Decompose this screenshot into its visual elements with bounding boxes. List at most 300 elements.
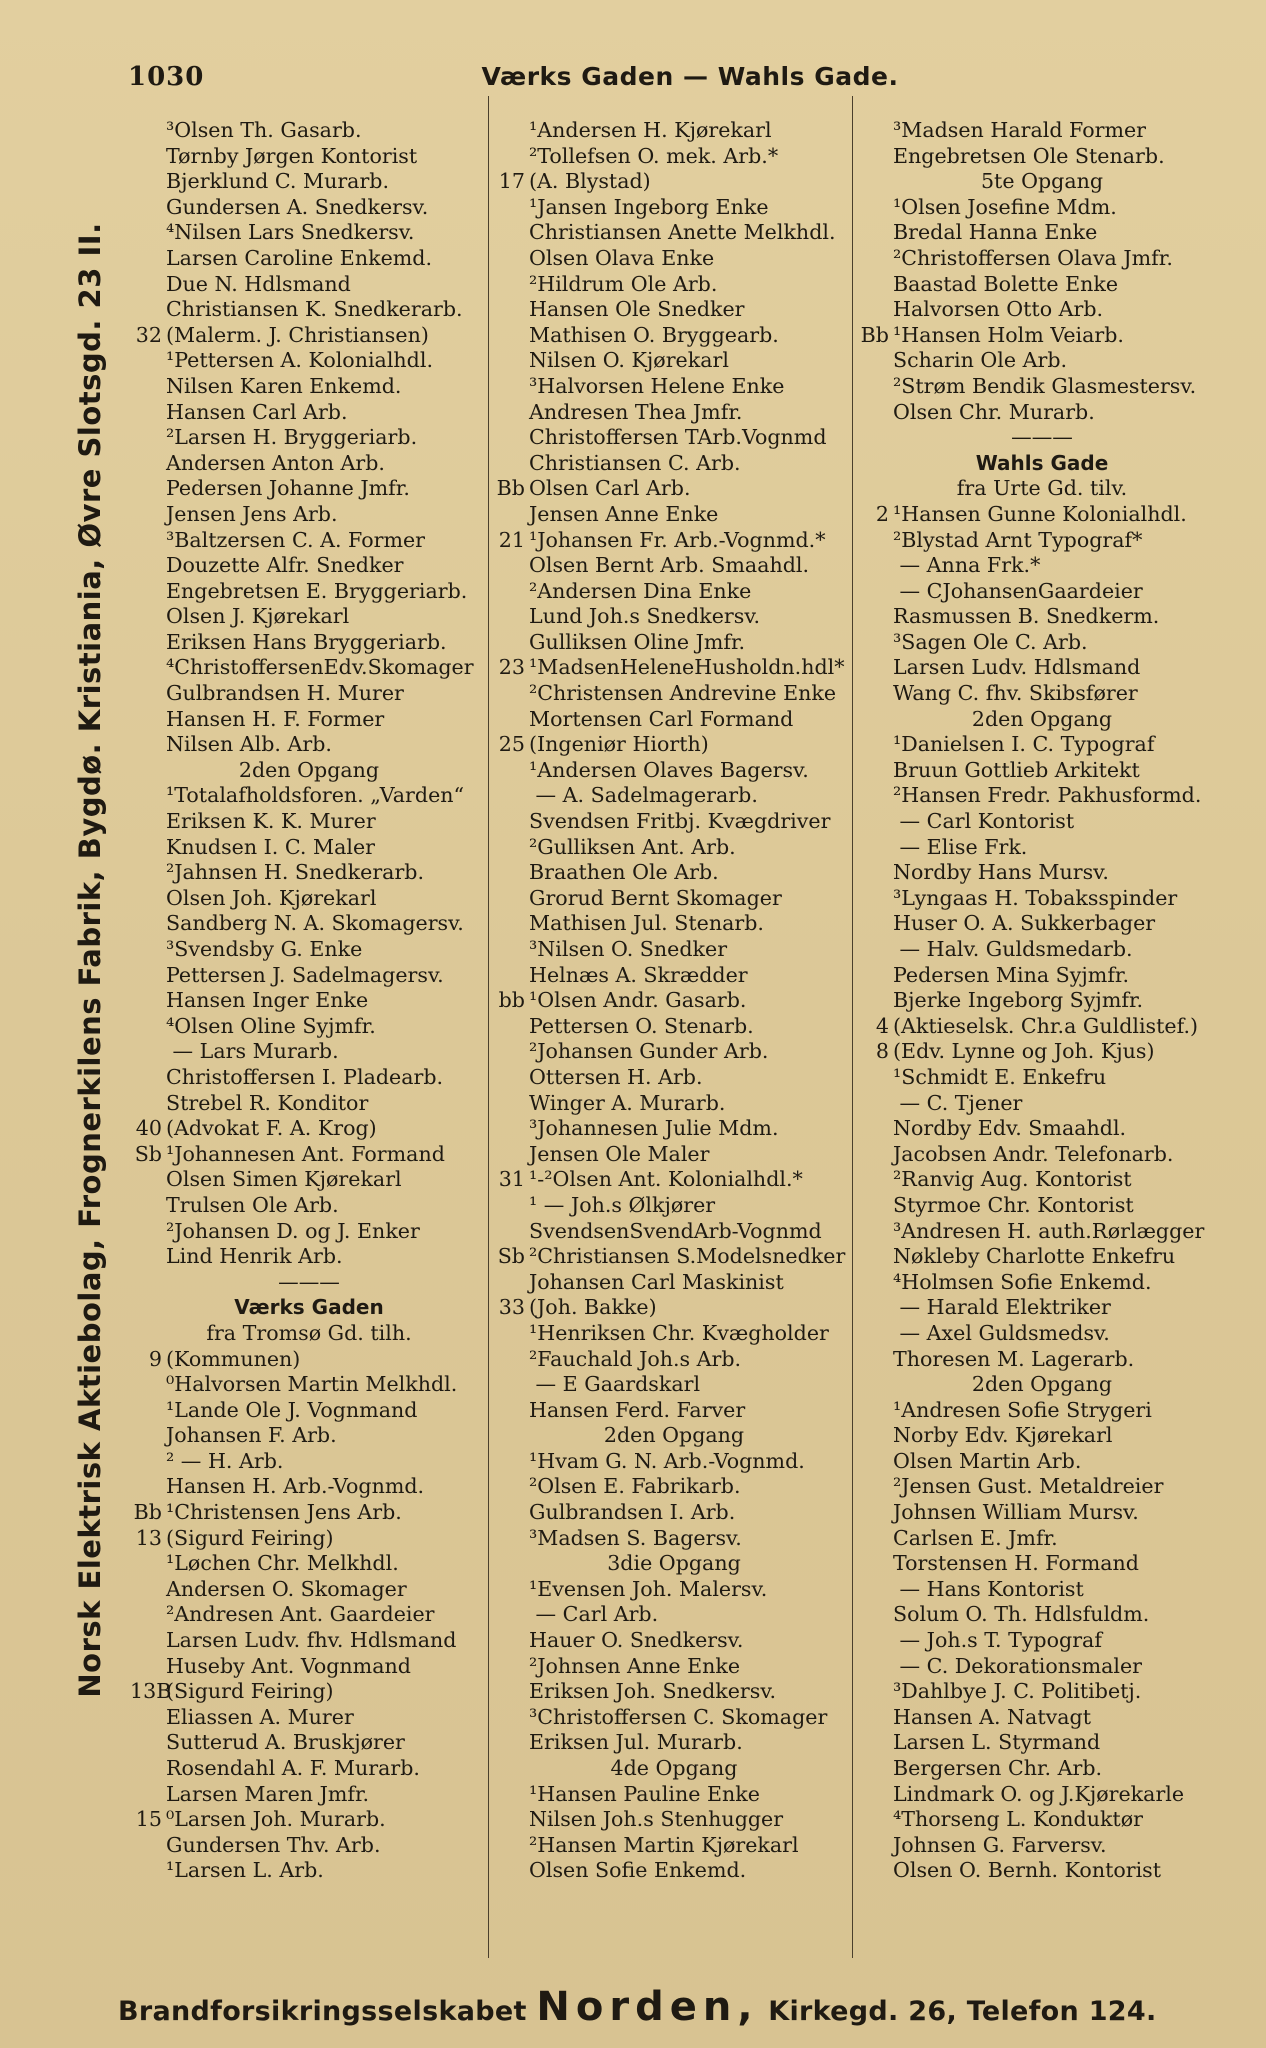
entry-text: — E Gaardskarl <box>529 1372 701 1397</box>
entry-text: Rosendahl A. F. Murarb. <box>166 1756 420 1780</box>
footer-address: Kirkegd. 26, Telefon 124. <box>768 1996 1157 2027</box>
entry-text: Pettersen J. Sadelmagersv. <box>166 962 444 987</box>
footer-company-name: Norden, <box>536 1984 759 2030</box>
directory-entry <box>493 783 855 809</box>
house-number: 21 <box>498 527 525 552</box>
directory-entry <box>130 655 488 681</box>
entry-text: Lind Henrik Arb. <box>166 1244 343 1269</box>
house-number: bb <box>498 988 525 1013</box>
entry-text: Gundersen A. Snedkersv. <box>166 194 429 219</box>
entry-text: ²Johansen D. og J. Enker <box>166 1218 420 1243</box>
entry-text: — Elise Frk. <box>893 834 1028 859</box>
house-number: Sb <box>134 1141 162 1166</box>
directory-entry <box>857 1679 1227 1705</box>
directory-entry <box>857 1526 1227 1552</box>
directory-entry <box>493 1705 855 1731</box>
directory-entry <box>130 425 488 451</box>
entry-text: Huseby Ant. Vognmand <box>166 1653 411 1678</box>
house-number: Bb <box>860 322 889 347</box>
entry-text: Pettersen O. Stenarb. <box>529 1013 754 1038</box>
entry-text: ⁴Holmsen Sofie Enkemd. <box>893 1269 1152 1294</box>
entry-text: fra Tromsø Gd. tilh. <box>206 1320 412 1345</box>
directory-entry <box>130 860 488 886</box>
directory-entry <box>493 1167 855 1193</box>
entry-text: Værks Gaden <box>234 1295 384 1320</box>
directory-entry <box>493 681 855 707</box>
entry-text: ¹Lande Ole J. Vognmand <box>166 1397 418 1422</box>
entry-text: ⁴Nilsen Lars Snedkersv. <box>166 220 415 245</box>
house-number: 40 <box>135 1116 162 1141</box>
entry-text: (Sigurd Feiring) <box>166 1679 334 1704</box>
entry-text: 2den Opgang <box>603 1423 745 1448</box>
directory-entry <box>130 1065 488 1091</box>
directory-entry <box>130 1756 488 1782</box>
directory-entry <box>857 348 1227 374</box>
page-number: 1030 <box>128 62 205 92</box>
directory-entry <box>493 118 855 144</box>
entry-text: Hauer O. Snedkersv. <box>529 1628 744 1653</box>
section-subheading <box>493 1551 855 1577</box>
entry-text: ²Christensen Andrevine Enke <box>529 681 837 706</box>
entry-text: ¹Olsen Josefine Mdm. <box>893 194 1117 219</box>
directory-entry <box>130 451 488 477</box>
entry-text: ³Olsen Th. Gasarb. <box>166 118 362 142</box>
entry-text: ¹Totalafholdsforen. „Varden“ <box>166 783 465 808</box>
directory-entry <box>857 1858 1227 1884</box>
directory-entry <box>493 1295 855 1321</box>
entry-text: ³Madsen S. Bagersv. <box>529 1525 742 1550</box>
directory-entry <box>493 937 855 963</box>
directory-entry <box>130 707 488 733</box>
directory-entry <box>493 1807 855 1833</box>
directory-entry <box>130 604 488 630</box>
directory-entry <box>130 528 488 554</box>
entry-text: ⁴Olsen Oline Syjmfr. <box>166 1013 376 1038</box>
entry-text: Christoffersen TArb.Vognmd <box>529 425 827 450</box>
directory-entry <box>857 655 1227 681</box>
entry-text: Olsen Sofie Enkemd. <box>529 1858 747 1883</box>
directory-entry <box>130 1833 488 1859</box>
directory-entry <box>493 374 855 400</box>
entry-text: ¹MadsenHeleneHusholdn.hdl* <box>529 655 845 680</box>
entry-text: ²Gulliksen Ant. Arb. <box>529 834 736 859</box>
directory-entry <box>130 732 488 758</box>
entry-text: ¹Jansen Ingeborg Enke <box>529 194 769 219</box>
directory-entry <box>493 195 855 221</box>
entry-text: (Kommunen) <box>166 1346 301 1371</box>
directory-entry <box>130 502 488 528</box>
directory-entry <box>493 1193 855 1219</box>
directory-entry <box>857 553 1227 579</box>
entry-text: ¹Pettersen A. Kolonialhdl. <box>166 348 433 373</box>
entry-text: ⁴Thorseng L. Konduktør <box>893 1807 1143 1832</box>
directory-entry <box>493 1039 855 1065</box>
entry-text: Olsen Simen Kjørekarl <box>166 1167 402 1192</box>
entry-text: Mathisen Jul. Stenarb. <box>529 911 764 936</box>
footer-company-prefix: Brandforsikringsselskabet <box>118 1996 527 2027</box>
entry-text: ¹Johansen Fr. Arb.-Vognmd.* <box>529 527 826 552</box>
directory-entry <box>857 579 1227 605</box>
entry-text: ³Halvorsen Helene Enke <box>529 373 785 398</box>
entry-text: — Lars Murarb. <box>166 1039 339 1064</box>
directory-entry <box>493 348 855 374</box>
directory-entry <box>857 374 1227 400</box>
section-subheading <box>857 707 1227 733</box>
directory-entry <box>857 502 1227 528</box>
directory-entry <box>857 1347 1227 1373</box>
directory-entry <box>857 1065 1227 1091</box>
directory-entry <box>857 732 1227 758</box>
directory-entry <box>130 118 488 144</box>
entry-text: — Carl Arb. <box>529 1602 659 1627</box>
directory-entry <box>493 1577 855 1603</box>
entry-text: ²Christoffersen Olava Jmfr. <box>893 245 1173 270</box>
directory-entry <box>130 1807 488 1833</box>
directory-entry <box>857 1602 1227 1628</box>
directory-entry <box>130 1398 488 1424</box>
entry-text: Christiansen Anette Melkhdl. <box>529 220 836 245</box>
entry-text: Norby Edv. Kjørekarl <box>893 1423 1113 1448</box>
entry-text: ¹Andersen H. Kjørekarl <box>529 118 772 142</box>
directory-entry <box>857 1423 1227 1449</box>
entry-text: Olsen Olava Enke <box>529 245 715 270</box>
entry-text: Trulsen Ole Arb. <box>166 1192 339 1217</box>
entry-text: 2den Opgang <box>238 757 380 782</box>
directory-entry <box>857 630 1227 656</box>
directory-entry <box>857 963 1227 989</box>
entry-text: (Advokat F. A. Krog) <box>166 1116 377 1141</box>
directory-entry <box>130 1654 488 1680</box>
entry-text: Wahls Gade <box>975 450 1109 475</box>
directory-entry <box>130 246 488 272</box>
directory-entry <box>857 1142 1227 1168</box>
directory-entry <box>130 400 488 426</box>
directory-entry <box>857 1449 1227 1475</box>
entry-text: ²Ranvig Aug. Kontorist <box>893 1167 1132 1192</box>
house-number: 33 <box>498 1295 525 1320</box>
entry-text: ⁰Larsen Joh. Murarb. <box>166 1807 386 1832</box>
directory-entry <box>130 681 488 707</box>
entry-text: ²Andresen Ant. Gaardeier <box>166 1602 435 1627</box>
directory-entry <box>857 758 1227 784</box>
directory-entry <box>493 220 855 246</box>
directory-entry <box>130 1628 488 1654</box>
directory-entry <box>493 1244 855 1270</box>
section-subheading <box>130 758 488 784</box>
directory-entry <box>493 1730 855 1756</box>
directory-entry <box>130 1551 488 1577</box>
directory-entry <box>493 1782 855 1808</box>
entry-text: 2den Opgang <box>971 706 1113 731</box>
entry-text: (Edv. Lynne og Joh. Kjus) <box>893 1039 1155 1064</box>
directory-entry <box>130 1244 488 1270</box>
directory-entry <box>130 1858 488 1884</box>
entry-text: Svendsen Fritbj. Kvægdriver <box>529 809 831 834</box>
directory-entry <box>493 1628 855 1654</box>
entry-text: Bredal Hanna Enke <box>893 220 1098 245</box>
directory-entry <box>857 246 1227 272</box>
entry-text: Grorud Bernt Skomager <box>529 885 782 910</box>
directory-entry <box>493 732 855 758</box>
entry-text: ³Andresen H. auth.Rørlægger <box>893 1218 1205 1243</box>
directory-entry <box>857 681 1227 707</box>
entry-text: Pedersen Mina Syjmfr. <box>893 962 1130 987</box>
house-number: 31 <box>498 1167 525 1192</box>
entry-text: ²Johnsen Anne Enke <box>529 1653 741 1678</box>
directory-entry <box>493 963 855 989</box>
directory-entry <box>857 1474 1227 1500</box>
entry-text: ²Hildrum Ole Arb. <box>529 271 718 296</box>
directory-entry <box>493 246 855 272</box>
directory-entry <box>857 1039 1227 1065</box>
entry-text: Olsen J. Kjørekarl <box>166 604 350 629</box>
section-separator <box>857 425 1227 451</box>
entry-text: Eriksen Jul. Murarb. <box>529 1730 743 1755</box>
directory-entry <box>857 783 1227 809</box>
entry-text: (Malerm. J. Christiansen) <box>166 322 429 347</box>
entry-text: ³Madsen Harald Former <box>893 118 1147 142</box>
directory-entry <box>130 1219 488 1245</box>
entry-text: Olsen Martin Arb. <box>893 1448 1082 1473</box>
directory-entry <box>130 553 488 579</box>
entry-text: ²Fauchald Joh.s Arb. <box>529 1346 742 1371</box>
entry-text: Nøkleby Charlotte Enkefru <box>893 1244 1176 1269</box>
directory-entry <box>493 911 855 937</box>
house-number: 25 <box>498 732 525 757</box>
entry-text: (Sigurd Feiring) <box>166 1525 334 1550</box>
entry-text: Scharin Ole Arb. <box>893 348 1068 373</box>
entry-text: Jensen Ole Maler <box>529 1141 710 1166</box>
entry-text: (Ingeniør Hiorth) <box>529 732 709 757</box>
entry-text: ³Johannesen Julie Mdm. <box>529 1116 779 1141</box>
entry-text: Sandberg N. A. Skomagersv. <box>166 911 464 936</box>
directory-entry <box>857 1167 1227 1193</box>
directory-entry <box>493 1500 855 1526</box>
entry-text: ²Larsen H. Bryggeriarb. <box>166 425 418 450</box>
entry-text: Eliassen A. Murer <box>166 1704 354 1729</box>
entry-text: ¹Danielsen I. C. Typograf <box>893 732 1155 757</box>
entry-text: Winger A. Murarb. <box>529 1090 726 1115</box>
entry-text: Gulbrandsen H. Murer <box>166 681 404 706</box>
entry-text: Olsen Carl Arb. <box>529 476 691 501</box>
directory-entry <box>130 963 488 989</box>
entry-text: Andersen O. Skomager <box>166 1576 407 1601</box>
entry-text: Ottersen H. Arb. <box>529 1064 703 1089</box>
entry-text: Bergersen Chr. Arb. <box>893 1756 1103 1780</box>
entry-text: fra Urte Gd. tilv. <box>956 476 1128 501</box>
entry-text: Sutterud A. Bruskjører <box>166 1730 405 1755</box>
house-number: 23 <box>498 655 525 680</box>
entry-text: (Joh. Bakke) <box>529 1295 657 1320</box>
entry-text: ¹Henriksen Chr. Kvægholder <box>529 1320 829 1345</box>
directory-entry <box>493 860 855 886</box>
directory-entry <box>857 272 1227 298</box>
directory-entry <box>130 272 488 298</box>
entry-text: Baastad Bolette Enke <box>893 271 1119 296</box>
directory-entry <box>857 1807 1227 1833</box>
footer-advertisement <box>118 1984 1218 2030</box>
directory-entry <box>857 220 1227 246</box>
entry-text: — Joh.s T. Typograf <box>893 1628 1102 1653</box>
entry-text: Larsen L. Styrmand <box>893 1730 1101 1755</box>
entry-text: ¹ — Joh.s Ølkjører <box>529 1192 716 1217</box>
directory-entry <box>857 528 1227 554</box>
directory-entry <box>857 835 1227 861</box>
directory-entry <box>857 1116 1227 1142</box>
entry-text: ²Hansen Fredr. Pakhusformd. <box>893 783 1202 808</box>
directory-entry <box>493 451 855 477</box>
entry-text: Bjerke Ingeborg Syjmfr. <box>893 988 1144 1013</box>
section-subheading <box>857 1372 1227 1398</box>
directory-entry <box>493 1398 855 1424</box>
directory-entry <box>130 1782 488 1808</box>
entry-text: ¹Hansen Holm Veiarb. <box>893 322 1124 347</box>
directory-entry <box>130 1705 488 1731</box>
entry-text: ²Tollefsen O. mek. Arb.* <box>529 143 779 168</box>
entry-text: Eriksen Hans Bryggeriarb. <box>166 629 447 654</box>
directory-entry <box>493 988 855 1014</box>
directory-entry <box>493 1858 855 1884</box>
directory-entry <box>857 1398 1227 1424</box>
directory-entry <box>493 655 855 681</box>
entry-text: ¹Christensen Jens Arb. <box>166 1500 402 1525</box>
directory-entry <box>130 374 488 400</box>
entry-text: Gundersen Thv. Arb. <box>166 1832 381 1857</box>
entry-text: Strebel R. Konditor <box>166 1090 369 1115</box>
directory-entry <box>857 1756 1227 1782</box>
directory-entry <box>857 1833 1227 1859</box>
entry-text: — A. Sadelmagerarb. <box>529 783 758 808</box>
entry-text: Styrmoe Chr. Kontorist <box>893 1192 1134 1217</box>
directory-entry <box>130 835 488 861</box>
entry-text: ¹Evensen Joh. Malersv. <box>529 1576 768 1601</box>
directory-entry <box>130 1679 488 1705</box>
entry-text: Johnsen William Mursv. <box>893 1500 1139 1525</box>
entry-text: — Halv. Guldsmedarb. <box>893 937 1133 961</box>
column-divider <box>488 96 489 1958</box>
directory-entry <box>493 579 855 605</box>
directory-entry <box>493 758 855 784</box>
directory-entry <box>493 476 855 502</box>
directory-entry <box>493 630 855 656</box>
directory-entry <box>130 1730 488 1756</box>
entry-text: ²Olsen E. Fabrikarb. <box>529 1474 741 1499</box>
entry-text: Torstensen H. Formand <box>893 1551 1139 1576</box>
entry-text: ¹Larsen L. Arb. <box>166 1858 324 1883</box>
entry-text: Larsen Ludv. Hdlsmand <box>893 655 1141 680</box>
entry-text: Jensen Anne Enke <box>529 501 719 526</box>
entry-text: Larsen Caroline Enkemd. <box>166 245 433 270</box>
directory-entry <box>857 1730 1227 1756</box>
directory-entry <box>130 1116 488 1142</box>
directory-entry <box>130 1167 488 1193</box>
directory-entry <box>857 1500 1227 1526</box>
entry-text: Huser O. A. Sukkerbager <box>893 911 1156 936</box>
directory-entry <box>857 1270 1227 1296</box>
entry-text: ²Jensen Gust. Metaldreier <box>893 1474 1164 1499</box>
entry-text: — Hans Kontorist <box>893 1576 1084 1601</box>
entry-text: ²Andersen Dina Enke <box>529 578 752 603</box>
entry-text: ²Jahnsen H. Snedkerarb. <box>166 860 425 885</box>
entry-text: 5te Opgang <box>980 169 1104 194</box>
section-subheading <box>130 1321 488 1347</box>
entry-text: Gulbrandsen I. Arb. <box>529 1500 736 1525</box>
entry-text: Mortensen Carl Formand <box>529 706 794 731</box>
directory-entry <box>493 1014 855 1040</box>
directory-entry <box>857 1014 1227 1040</box>
directory-entry <box>493 1347 855 1373</box>
directory-entry <box>130 1142 488 1168</box>
entry-text: Hansen H. F. Former <box>166 706 385 731</box>
entry-text: Nilsen Alb. Arb. <box>166 732 332 757</box>
directory-entry <box>493 323 855 349</box>
entry-text: Braathen Ole Arb. <box>529 860 719 885</box>
entry-text: Andersen Anton Arb. <box>166 450 385 475</box>
directory-entry <box>857 118 1227 144</box>
entry-text: ³Svendsby G. Enke <box>166 937 363 961</box>
entry-text: Bruun Gottlieb Arkitekt <box>893 757 1140 782</box>
directory-entry <box>493 1449 855 1475</box>
directory-entry <box>857 1782 1227 1808</box>
directory-entry <box>493 707 855 733</box>
section-subheading <box>857 476 1227 502</box>
directory-entry <box>493 1091 855 1117</box>
entry-text: ² — H. Arb. <box>166 1448 284 1473</box>
entry-text: ¹Hansen Pauline Enke <box>529 1781 760 1806</box>
directory-entry <box>130 220 488 246</box>
directory-entry <box>493 1142 855 1168</box>
entry-text: ²Johansen Gunder Arb. <box>529 1039 769 1064</box>
directory-entry <box>857 1551 1227 1577</box>
section-subheading <box>493 1423 855 1449</box>
directory-entry <box>130 195 488 221</box>
entry-text: Knudsen I. C. Maler <box>166 834 375 859</box>
directory-entry <box>130 1039 488 1065</box>
directory-entry <box>130 1193 488 1219</box>
entry-text: Johnsen G. Farversv. <box>893 1832 1107 1857</box>
entry-text: Douzette Alfr. Snedker <box>166 553 404 578</box>
directory-entry <box>857 400 1227 426</box>
directory-entry <box>130 1423 488 1449</box>
entry-text: Helnæs A. Skrædder <box>529 962 748 987</box>
entry-text: Eriksen Joh. Snedkersv. <box>529 1679 777 1704</box>
directory-entry <box>857 144 1227 170</box>
directory-entry <box>493 1321 855 1347</box>
entry-text: Hansen Inger Enke <box>166 988 369 1013</box>
entry-text: Carlsen E. Jmfr. <box>893 1525 1058 1550</box>
directory-entry <box>493 169 855 195</box>
entry-text: ——— <box>278 1269 340 1294</box>
house-number: 32 <box>135 322 162 347</box>
directory-entry <box>857 604 1227 630</box>
directory-entry <box>857 886 1227 912</box>
directory-entry <box>857 1193 1227 1219</box>
column-1 <box>130 118 488 1884</box>
directory-entry <box>130 1500 488 1526</box>
directory-entry <box>857 1091 1227 1117</box>
entry-text: ⁰Halvorsen Martin Melkhdl. <box>166 1372 458 1397</box>
entry-text: 4de Opgang <box>610 1756 738 1780</box>
entry-text: Pedersen Johanne Jmfr. <box>166 476 410 501</box>
entry-text: ³Lyngaas H. Tobaksspinder <box>893 885 1178 910</box>
entry-text: Hansen Ole Snedker <box>529 297 745 322</box>
house-number: Bb <box>496 476 525 501</box>
entry-text: ³Sagen Ole C. Arb. <box>893 629 1088 654</box>
entry-text: (Aktieselsk. Chr.a Guldlistef.) <box>893 1013 1199 1038</box>
directory-entry <box>857 937 1227 963</box>
entry-text: — CJohansenGaardeier <box>893 578 1143 603</box>
entry-text: Christiansen C. Arb. <box>529 450 741 475</box>
